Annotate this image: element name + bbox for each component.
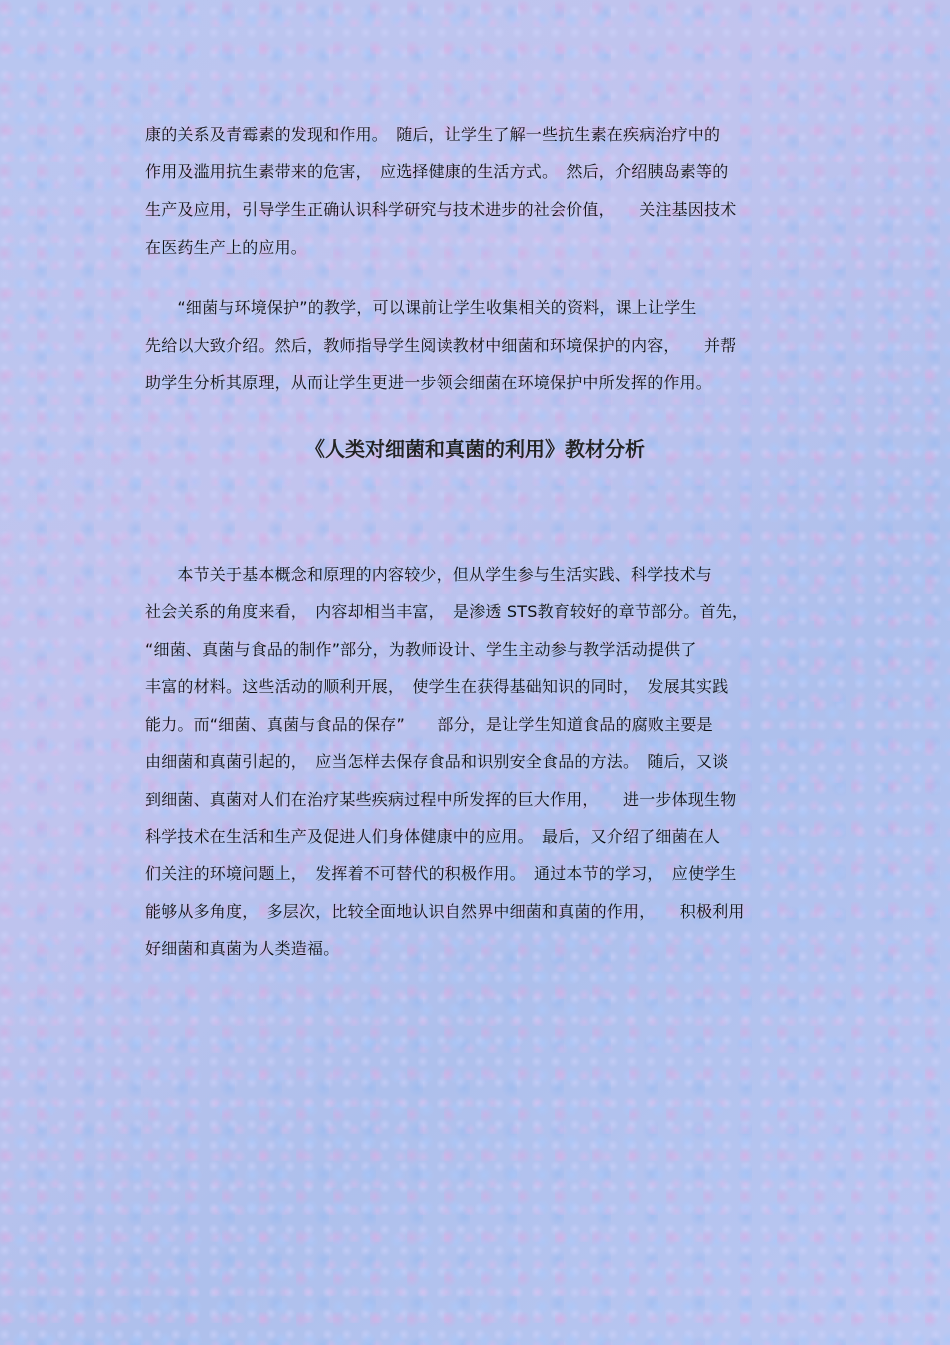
paragraph-2-line: 先给以大致介绍。然后，教师指导学生阅读教材中细菌和环境保护的内容， 并帮 <box>145 336 737 355</box>
paragraph-3-line: 本节关于基本概念和原理的内容较少，但从学生参与生活实践、科学技术与 <box>145 565 713 584</box>
paragraph-1-line: 生产及应用，引导学生正确认识科学研究与技术进步的社会价值， 关注基因技术 <box>145 200 737 219</box>
paragraph-3-line: 能够从多角度， 多层次，比较全面地认识自然界中细菌和真菌的作用， 积极利用 <box>145 902 745 921</box>
paragraph-2-line: 助学生分析其原理，从而让学生更进一步领会细菌在环境保护中所发挥的作用。 <box>145 373 713 392</box>
paragraph-1-line: 康的关系及青霉素的发现和作用。 随后，让学生了解一些抗生素在疾病治疗中的 <box>145 125 721 144</box>
paragraph-3-line: 社会关系的角度来看， 内容却相当丰富， 是渗透 STS教育较好的章节部分。首先， <box>145 602 749 621</box>
paragraph-3-line: 到细菌、真菌对人们在治疗某些疾病过程中所发挥的巨大作用， 进一步体现生物 <box>145 790 737 809</box>
section-title: 《人类对细菌和真菌的利用》教材分析 <box>305 437 645 461</box>
paragraph-3-line: 丰富的材料。这些活动的顺利开展， 使学生在获得基础知识的同时， 发展其实践 <box>145 677 729 696</box>
paragraph-3-line: “细菌、真菌与食品的制作”部分，为教师设计、学生主动参与教学活动提供了 <box>145 640 697 659</box>
paragraph-3-line: 能力。而“细菌、真菌与食品的保存” 部分，是让学生知道食品的腐败主要是 <box>145 715 713 734</box>
paragraph-3-line: 们关注的环境问题上， 发挥着不可替代的积极作用。 通过本节的学习， 应使学生 <box>145 864 737 883</box>
paragraph-1-line: 作用及滥用抗生素带来的危害， 应选择健康的生活方式。 然后，介绍胰岛素等的 <box>145 162 729 181</box>
paragraph-2-line: “细菌与环境保护”的教学，可以课前让学生收集相关的资料，课上让学生 <box>145 298 697 317</box>
paragraph-3-line: 由细菌和真菌引起的， 应当怎样去保存食品和识别安全食品的方法。 随后，又谈 <box>145 752 729 771</box>
paragraph-3-line: 好细菌和真菌为人类造福。 <box>145 939 340 958</box>
paragraph-1-line: 在医药生产上的应用。 <box>145 238 308 257</box>
paragraph-3-line: 科学技术在生活和生产及促进人们身体健康中的应用。 最后，又介绍了细菌在人 <box>145 827 721 846</box>
